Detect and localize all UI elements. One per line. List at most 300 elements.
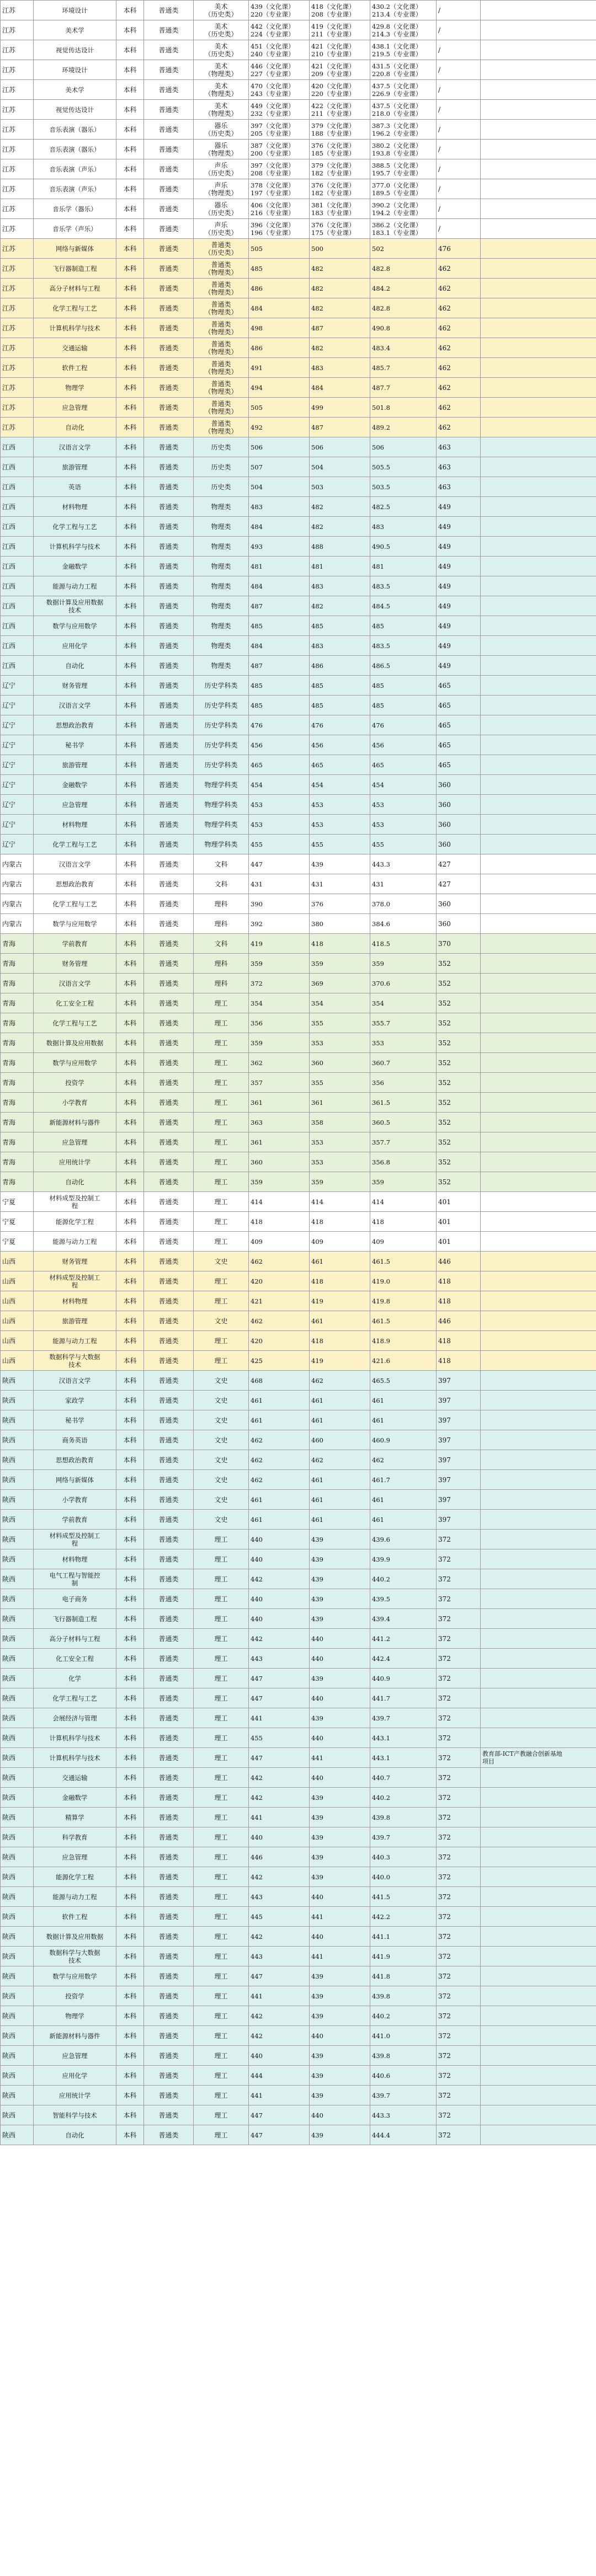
major-cell: 化学工程与工艺 (34, 517, 116, 537)
type-cell: 普通类 (144, 557, 194, 576)
avg-score-cell: 440.2 (370, 1788, 437, 1808)
table-row (1, 1351, 596, 1371)
avg-score-cell: 461.7 (370, 1470, 437, 1490)
control-line-cell: 372 (437, 1629, 481, 1649)
control-line-cell: 372 (437, 1589, 481, 1609)
note-cell (481, 1728, 596, 1748)
category-cell: 理工 (194, 1232, 249, 1252)
control-line-cell: 465 (437, 715, 481, 735)
level-cell: 本科 (116, 1986, 144, 2006)
type-cell: 普通类 (144, 1132, 194, 1152)
control-line-cell: 401 (437, 1212, 481, 1232)
province-cell: 江苏 (1, 259, 34, 279)
control-line-cell: 372 (437, 1966, 481, 1986)
table-row (1, 517, 596, 537)
level-cell: 本科 (116, 1093, 144, 1113)
type-cell: 普通类 (144, 1887, 194, 1907)
control-line-cell: 372 (437, 1649, 481, 1669)
level-cell: 本科 (116, 1, 144, 20)
level-cell: 本科 (116, 656, 144, 676)
min-score-cell: 355 (310, 1013, 370, 1033)
control-line-cell: 372 (437, 1867, 481, 1887)
province-cell: 陕西 (1, 1470, 34, 1490)
min-score-cell: 465 (310, 755, 370, 775)
note-cell (481, 120, 596, 140)
level-cell: 本科 (116, 1867, 144, 1887)
note-cell (481, 2026, 596, 2046)
control-line-cell: / (437, 199, 481, 219)
table-row (1, 537, 596, 557)
category-cell: 理工 (194, 1093, 249, 1113)
min-score-cell: 439 (310, 1867, 370, 1887)
type-cell: 普通类 (144, 715, 194, 735)
note-cell (481, 1549, 596, 1569)
max-score-cell: 361 (249, 1093, 310, 1113)
note-cell (481, 854, 596, 874)
note-cell (481, 557, 596, 576)
min-score-cell: 440 (310, 1927, 370, 1947)
major-cell: 高分子材料与工程 (34, 1629, 116, 1649)
table-row (1, 1688, 596, 1708)
major-cell: 材料成型及控制工 程 (34, 1530, 116, 1549)
province-cell: 陕西 (1, 2125, 34, 2145)
category-cell: 普通类 （历史类） (194, 239, 249, 259)
min-score-cell: 441 (310, 1748, 370, 1768)
min-score-cell: 483 (310, 636, 370, 656)
province-cell: 辽宁 (1, 735, 34, 755)
control-line-cell: 463 (437, 477, 481, 497)
major-cell: 旅游管理 (34, 457, 116, 477)
max-score-cell: 390 (249, 894, 310, 914)
min-score-cell: 439 (310, 1549, 370, 1569)
major-cell: 音乐表演（声乐） (34, 159, 116, 179)
table-row (1, 1192, 596, 1212)
category-cell: 理工 (194, 1530, 249, 1549)
control-line-cell: / (437, 120, 481, 140)
control-line-cell: 352 (437, 993, 481, 1013)
avg-score-cell: 439.8 (370, 1986, 437, 2006)
control-line-cell: 360 (437, 815, 481, 835)
type-cell: 普通类 (144, 1470, 194, 1490)
max-score-cell: 359 (249, 1033, 310, 1053)
max-score-cell: 442（文化课） 224（专业课） (249, 20, 310, 40)
province-cell: 陕西 (1, 2046, 34, 2066)
level-cell: 本科 (116, 537, 144, 557)
province-cell: 青海 (1, 1093, 34, 1113)
control-line-cell: 352 (437, 1053, 481, 1073)
type-cell: 普通类 (144, 2006, 194, 2026)
avg-score-cell: 485 (370, 696, 437, 715)
major-cell: 材料物理 (34, 1549, 116, 1569)
category-cell: 物理学科类 (194, 815, 249, 835)
note-cell (481, 1013, 596, 1033)
major-cell: 化学工程与工艺 (34, 298, 116, 318)
level-cell: 本科 (116, 1788, 144, 1808)
level-cell: 本科 (116, 596, 144, 616)
note-cell (481, 1788, 596, 1808)
table-row (1, 894, 596, 914)
type-cell: 普通类 (144, 1430, 194, 1450)
max-score-cell: 357 (249, 1073, 310, 1093)
max-score-cell: 486 (249, 338, 310, 358)
type-cell: 普通类 (144, 398, 194, 418)
note-cell (481, 676, 596, 696)
min-score-cell: 476 (310, 715, 370, 735)
level-cell: 本科 (116, 636, 144, 656)
level-cell: 本科 (116, 1033, 144, 1053)
max-score-cell: 494 (249, 378, 310, 398)
control-line-cell: 449 (437, 576, 481, 596)
max-score-cell: 449（文化课） 232（专业课） (249, 100, 310, 120)
major-cell: 能源化学工程 (34, 1212, 116, 1232)
major-cell: 应用统计学 (34, 1152, 116, 1172)
note-cell (481, 1113, 596, 1132)
max-score-cell: 359 (249, 1172, 310, 1192)
min-score-cell: 482 (310, 497, 370, 517)
level-cell: 本科 (116, 179, 144, 199)
max-score-cell: 465 (249, 755, 310, 775)
level-cell: 本科 (116, 219, 144, 239)
category-cell: 理工 (194, 2086, 249, 2105)
avg-score-cell: 414 (370, 1192, 437, 1212)
note-cell (481, 477, 596, 497)
table-row (1, 596, 596, 616)
major-cell: 思想政治教育 (34, 1450, 116, 1470)
level-cell: 本科 (116, 993, 144, 1013)
avg-score-cell: 483 (370, 517, 437, 537)
min-score-cell: 482 (310, 338, 370, 358)
min-score-cell: 380 (310, 914, 370, 934)
type-cell: 普通类 (144, 775, 194, 795)
note-cell (481, 795, 596, 815)
max-score-cell: 419 (249, 934, 310, 954)
province-cell: 江苏 (1, 378, 34, 398)
max-score-cell: 356 (249, 1013, 310, 1033)
category-cell: 理工 (194, 1212, 249, 1232)
max-score-cell: 440 (249, 1827, 310, 1847)
major-cell: 美术学 (34, 20, 116, 40)
control-line-cell: 372 (437, 1530, 481, 1549)
note-cell (481, 219, 596, 239)
type-cell: 普通类 (144, 378, 194, 398)
major-cell: 化学工程与工艺 (34, 835, 116, 854)
major-cell: 能源与动力工程 (34, 1232, 116, 1252)
province-cell: 江苏 (1, 140, 34, 159)
note-cell (481, 1331, 596, 1351)
max-score-cell: 363 (249, 1113, 310, 1132)
type-cell: 普通类 (144, 20, 194, 40)
note-cell (481, 1966, 596, 1986)
max-score-cell: 392 (249, 914, 310, 934)
table-row (1, 140, 596, 159)
major-cell: 数据科学与大数据 技术 (34, 1351, 116, 1371)
province-cell: 青海 (1, 1152, 34, 1172)
category-cell: 历史类 (194, 457, 249, 477)
category-cell: 理工 (194, 1013, 249, 1033)
major-cell: 财务管理 (34, 954, 116, 974)
province-cell: 青海 (1, 1033, 34, 1053)
category-cell: 美术 （历史类） (194, 40, 249, 60)
max-score-cell: 491 (249, 358, 310, 378)
note-cell (481, 1192, 596, 1212)
table-row (1, 993, 596, 1013)
type-cell: 普通类 (144, 179, 194, 199)
avg-score-cell: 441.1 (370, 1927, 437, 1947)
level-cell: 本科 (116, 616, 144, 636)
type-cell: 普通类 (144, 1708, 194, 1728)
min-score-cell: 359 (310, 954, 370, 974)
avg-score-cell: 484.5 (370, 596, 437, 616)
table-row (1, 1132, 596, 1152)
province-cell: 江苏 (1, 279, 34, 298)
control-line-cell: 372 (437, 1609, 481, 1629)
level-cell: 本科 (116, 1768, 144, 1788)
control-line-cell: 463 (437, 437, 481, 457)
avg-score-cell: 438.1（文化课） 219.5（专业课） (370, 40, 437, 60)
category-cell: 文史 (194, 1510, 249, 1530)
level-cell: 本科 (116, 1311, 144, 1331)
type-cell: 普通类 (144, 636, 194, 656)
table-row (1, 1291, 596, 1311)
max-score-cell: 487 (249, 656, 310, 676)
table-row (1, 477, 596, 497)
control-line-cell: / (437, 219, 481, 239)
level-cell: 本科 (116, 576, 144, 596)
avg-score-cell: 503.5 (370, 477, 437, 497)
control-line-cell: 372 (437, 1986, 481, 2006)
category-cell: 美术 （历史类） (194, 20, 249, 40)
major-cell: 自动化 (34, 418, 116, 437)
level-cell: 本科 (116, 795, 144, 815)
province-cell: 内蒙古 (1, 854, 34, 874)
province-cell: 江苏 (1, 338, 34, 358)
major-cell: 网络与新媒体 (34, 1470, 116, 1490)
avg-score-cell: 430.2（文化课） 213.4（专业课） (370, 1, 437, 20)
province-cell: 辽宁 (1, 696, 34, 715)
note-cell (481, 338, 596, 358)
major-cell: 音乐表演（声乐） (34, 179, 116, 199)
level-cell: 本科 (116, 279, 144, 298)
max-score-cell: 406（文化课） 216（专业课） (249, 199, 310, 219)
level-cell: 本科 (116, 20, 144, 40)
province-cell: 陕西 (1, 1768, 34, 1788)
province-cell: 江苏 (1, 40, 34, 60)
level-cell: 本科 (116, 358, 144, 378)
major-cell: 金融数学 (34, 1788, 116, 1808)
note-cell (481, 1371, 596, 1391)
province-cell: 陕西 (1, 1867, 34, 1887)
major-cell: 材料成型及控制工 程 (34, 1271, 116, 1291)
category-cell: 理工 (194, 2046, 249, 2066)
type-cell: 普通类 (144, 1530, 194, 1549)
level-cell: 本科 (116, 239, 144, 259)
level-cell: 本科 (116, 199, 144, 219)
major-cell: 汉语言文学 (34, 437, 116, 457)
category-cell: 理工 (194, 1291, 249, 1311)
avg-score-cell: 465.5 (370, 1371, 437, 1391)
province-cell: 青海 (1, 993, 34, 1013)
note-cell (481, 40, 596, 60)
max-score-cell: 505 (249, 398, 310, 418)
min-score-cell: 439 (310, 2125, 370, 2145)
min-score-cell: 482 (310, 517, 370, 537)
type-cell: 普通类 (144, 1788, 194, 1808)
max-score-cell: 378（文化课） 197（专业课） (249, 179, 310, 199)
type-cell: 普通类 (144, 358, 194, 378)
max-score-cell: 442 (249, 1788, 310, 1808)
major-cell: 小学教育 (34, 1490, 116, 1510)
category-cell: 理工 (194, 1947, 249, 1966)
table-row (1, 1232, 596, 1252)
level-cell: 本科 (116, 1013, 144, 1033)
category-cell: 物理学科类 (194, 775, 249, 795)
province-cell: 宁夏 (1, 1212, 34, 1232)
table-row (1, 954, 596, 974)
note-cell (481, 2105, 596, 2125)
major-cell: 精算学 (34, 1808, 116, 1827)
type-cell: 普通类 (144, 1311, 194, 1331)
province-cell: 陕西 (1, 1629, 34, 1649)
control-line-cell: 352 (437, 1113, 481, 1132)
level-cell: 本科 (116, 2086, 144, 2105)
type-cell: 普通类 (144, 676, 194, 696)
province-cell: 江苏 (1, 159, 34, 179)
min-score-cell: 461 (310, 1252, 370, 1271)
avg-score-cell: 357.7 (370, 1132, 437, 1152)
max-score-cell: 505 (249, 239, 310, 259)
type-cell: 普通类 (144, 1966, 194, 1986)
category-cell: 器乐 （历史类） (194, 199, 249, 219)
note-cell (481, 616, 596, 636)
type-cell: 普通类 (144, 835, 194, 854)
province-cell: 辽宁 (1, 715, 34, 735)
min-score-cell: 419 (310, 1351, 370, 1371)
province-cell: 青海 (1, 1172, 34, 1192)
avg-score-cell: 388.5（文化课） 195.7（专业课） (370, 159, 437, 179)
category-cell: 理工 (194, 1827, 249, 1847)
control-line-cell: / (437, 20, 481, 40)
level-cell: 本科 (116, 1510, 144, 1530)
province-cell: 陕西 (1, 1649, 34, 1669)
province-cell: 江苏 (1, 398, 34, 418)
note-cell (481, 596, 596, 616)
note-cell (481, 1450, 596, 1470)
avg-score-cell: 439.9 (370, 1549, 437, 1569)
max-score-cell: 443 (249, 1649, 310, 1669)
avg-score-cell: 359 (370, 954, 437, 974)
level-cell: 本科 (116, 1132, 144, 1152)
category-cell: 声乐 （历史类） (194, 219, 249, 239)
type-cell: 普通类 (144, 1986, 194, 2006)
level-cell: 本科 (116, 1748, 144, 1768)
type-cell: 普通类 (144, 1093, 194, 1113)
province-cell: 青海 (1, 1013, 34, 1033)
avg-score-cell: 439.8 (370, 2046, 437, 2066)
note-cell (481, 815, 596, 835)
table-row (1, 1609, 596, 1629)
min-score-cell: 440 (310, 2026, 370, 2046)
max-score-cell: 442 (249, 2006, 310, 2026)
avg-score-cell: 390.2（文化课） 194.2（专业课） (370, 199, 437, 219)
category-cell: 文史 (194, 1371, 249, 1391)
major-cell: 应急管理 (34, 1132, 116, 1152)
max-score-cell: 506 (249, 437, 310, 457)
control-line-cell: 449 (437, 656, 481, 676)
avg-score-cell: 490.8 (370, 318, 437, 338)
type-cell: 普通类 (144, 318, 194, 338)
category-cell: 理工 (194, 1649, 249, 1669)
note-cell (481, 2125, 596, 2145)
major-cell: 音乐学（器乐） (34, 199, 116, 219)
note-cell (481, 1589, 596, 1609)
control-line-cell: 462 (437, 418, 481, 437)
min-score-cell: 420（文化课） 220（专业课） (310, 80, 370, 100)
major-cell: 软件工程 (34, 1907, 116, 1927)
control-line-cell: 397 (437, 1510, 481, 1530)
table-row (1, 1391, 596, 1410)
major-cell: 金融数学 (34, 775, 116, 795)
min-score-cell: 483 (310, 576, 370, 596)
province-cell: 陕西 (1, 2006, 34, 2026)
avg-score-cell: 418.5 (370, 934, 437, 954)
type-cell: 普通类 (144, 80, 194, 100)
min-score-cell: 439 (310, 1788, 370, 1808)
level-cell: 本科 (116, 874, 144, 894)
avg-score-cell: 462 (370, 1450, 437, 1470)
max-score-cell: 455 (249, 835, 310, 854)
province-cell: 陕西 (1, 1847, 34, 1867)
type-cell: 普通类 (144, 596, 194, 616)
avg-score-cell: 437.5（文化课） 226.9（专业课） (370, 80, 437, 100)
major-cell: 秘书学 (34, 735, 116, 755)
control-line-cell: 360 (437, 775, 481, 795)
level-cell: 本科 (116, 1847, 144, 1867)
max-score-cell: 420 (249, 1271, 310, 1291)
type-cell: 普通类 (144, 1907, 194, 1927)
type-cell: 普通类 (144, 1589, 194, 1609)
major-cell: 自动化 (34, 656, 116, 676)
min-score-cell: 488 (310, 537, 370, 557)
min-score-cell: 431 (310, 874, 370, 894)
note-cell (481, 318, 596, 338)
table-row (1, 1549, 596, 1569)
province-cell: 陕西 (1, 1748, 34, 1768)
province-cell: 内蒙古 (1, 894, 34, 914)
avg-score-cell: 453 (370, 795, 437, 815)
level-cell: 本科 (116, 1688, 144, 1708)
avg-score-cell: 439.5 (370, 1589, 437, 1609)
max-score-cell: 484 (249, 298, 310, 318)
max-score-cell: 397（文化课） 205（专业课） (249, 120, 310, 140)
type-cell: 普通类 (144, 1808, 194, 1827)
province-cell: 辽宁 (1, 676, 34, 696)
type-cell: 普通类 (144, 874, 194, 894)
major-cell: 数学与应用数学 (34, 914, 116, 934)
province-cell: 宁夏 (1, 1192, 34, 1212)
control-line-cell: 427 (437, 874, 481, 894)
category-cell: 物理类 (194, 537, 249, 557)
note-cell (481, 1768, 596, 1788)
note-cell (481, 1351, 596, 1371)
avg-score-cell: 384.6 (370, 914, 437, 934)
avg-score-cell: 439.7 (370, 1708, 437, 1728)
table-row (1, 1271, 596, 1291)
note-cell (481, 1053, 596, 1073)
major-cell: 数学与应用数学 (34, 1053, 116, 1073)
type-cell: 普通类 (144, 1947, 194, 1966)
level-cell: 本科 (116, 1808, 144, 1827)
avg-score-cell: 421.6 (370, 1351, 437, 1371)
